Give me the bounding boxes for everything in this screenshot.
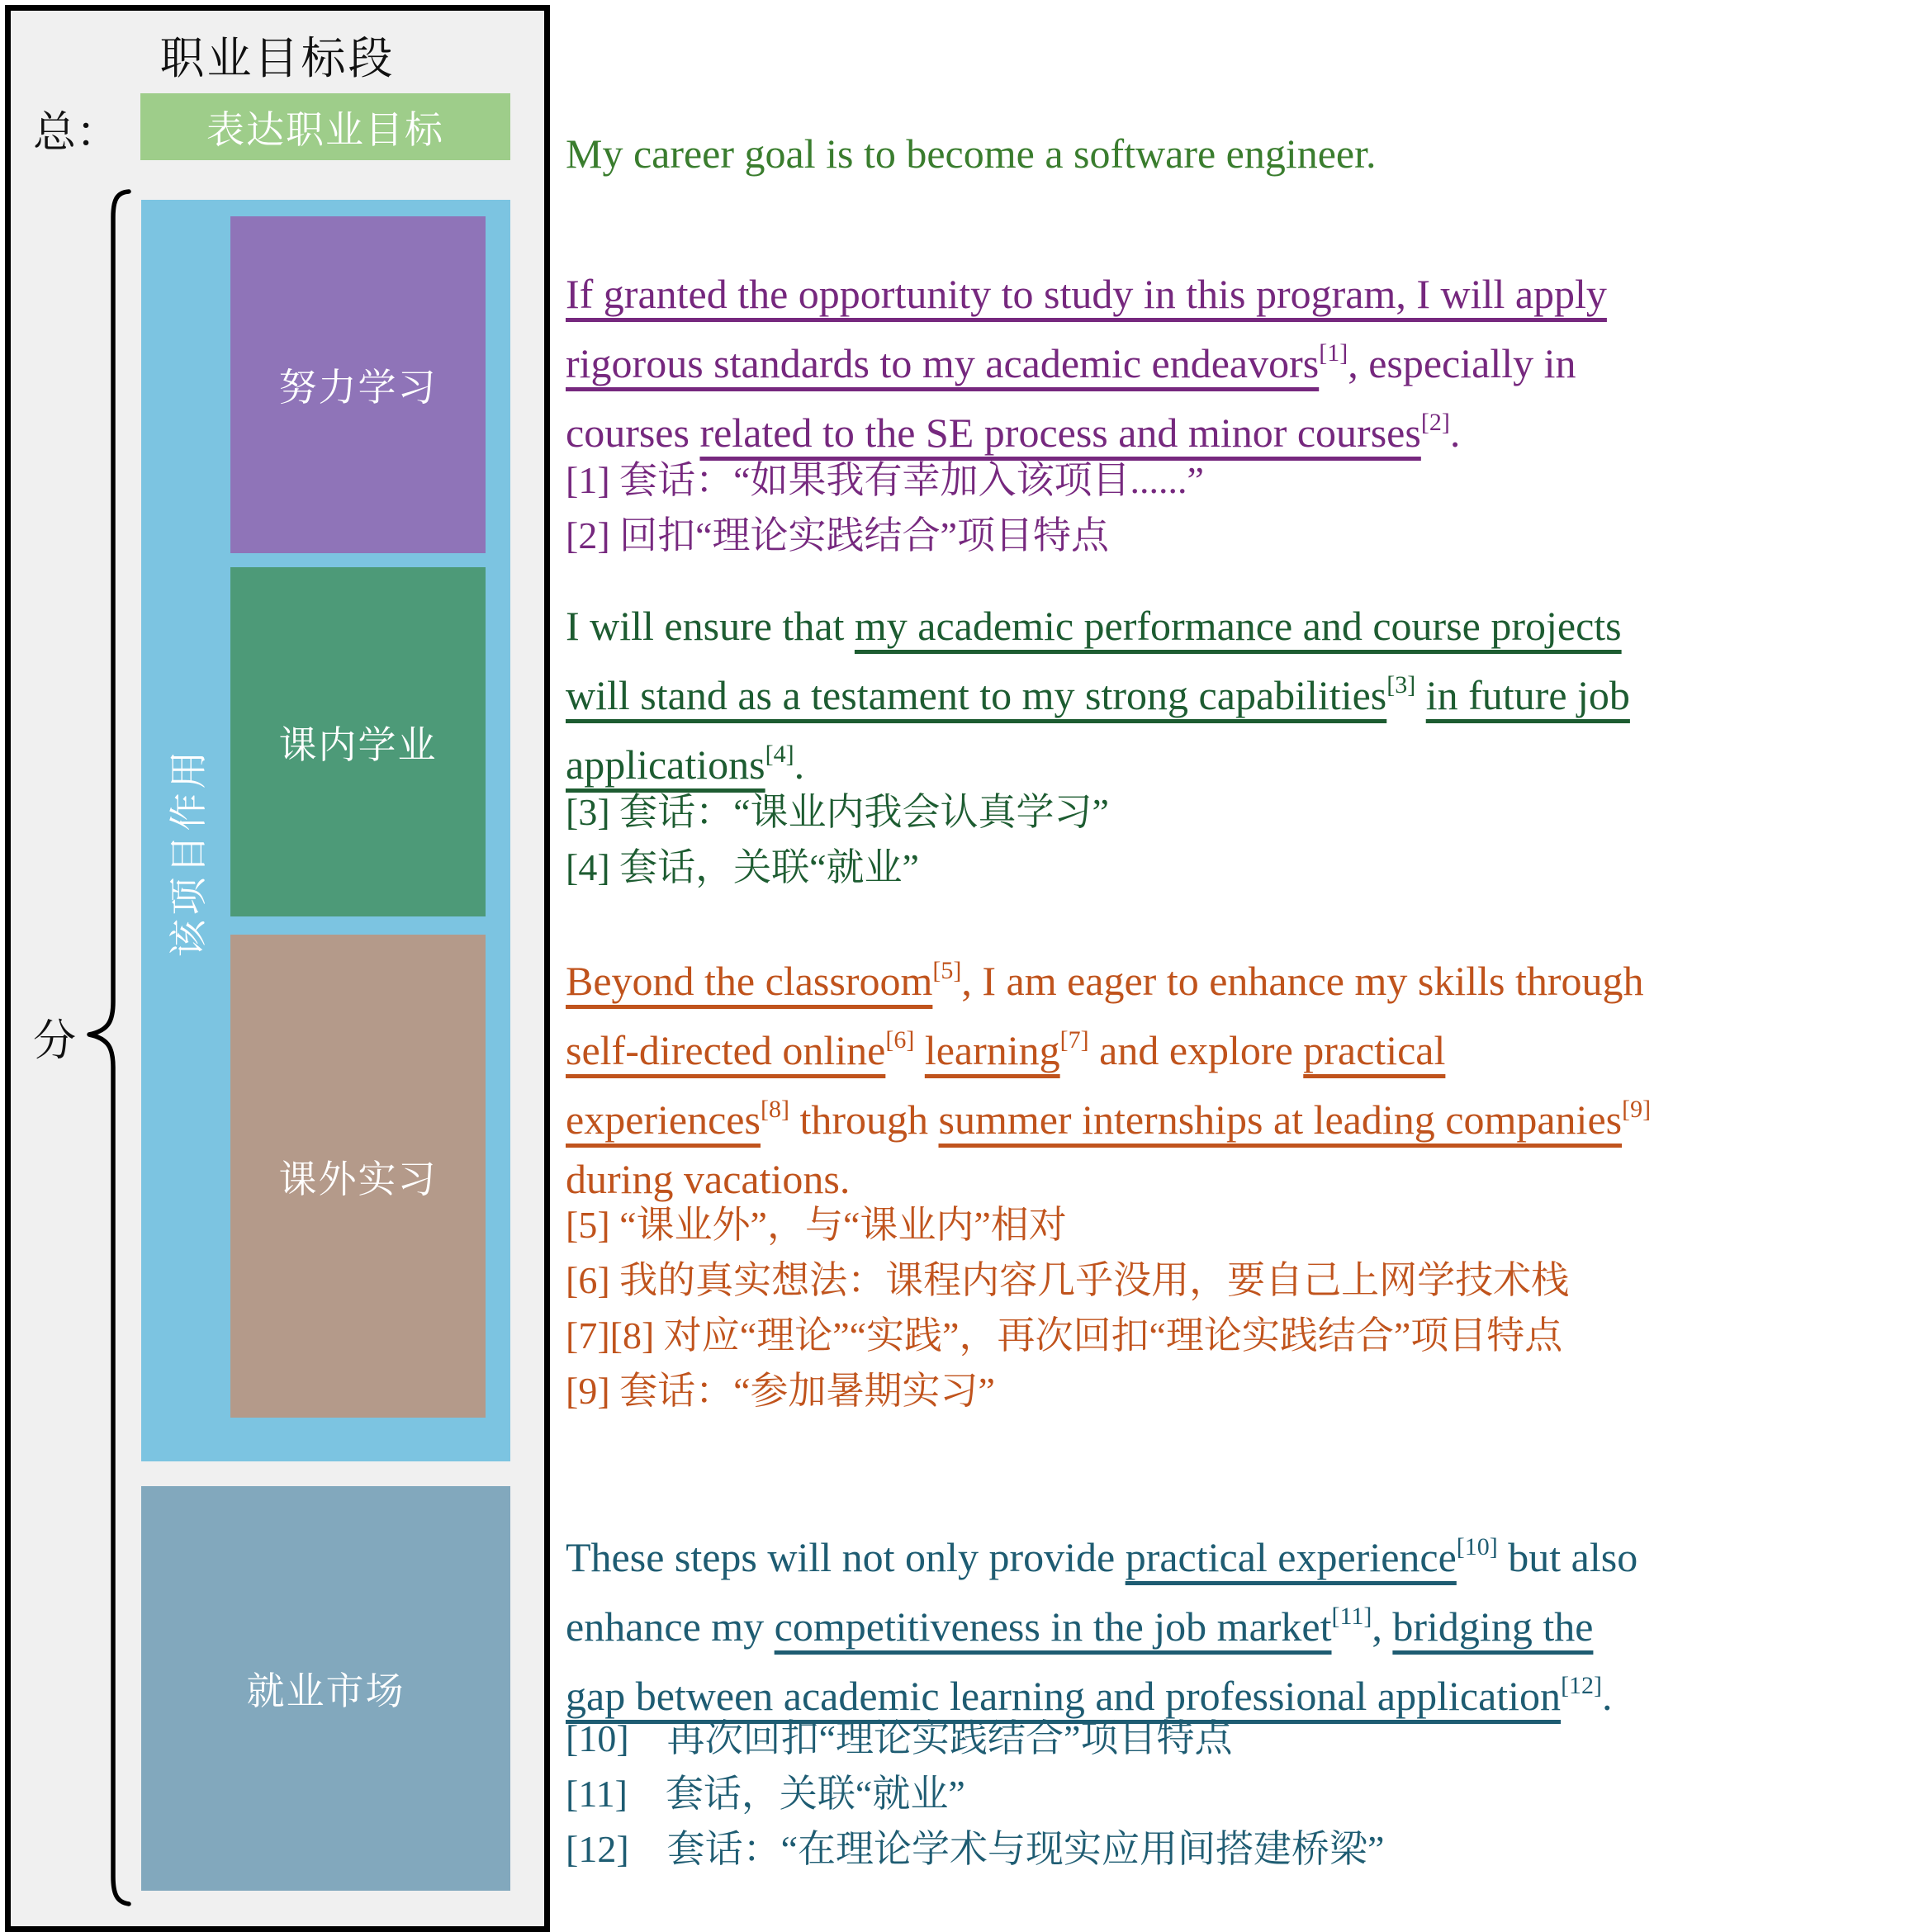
text-segment: during vacations. [566, 1156, 851, 1202]
footnote-line: [6] 我的真实想法：课程内容几乎没用，要自己上网学技术栈 [566, 1259, 1570, 1301]
underlined-phrase: applications [566, 741, 765, 788]
text-segment [914, 1027, 925, 1073]
box-job-market [141, 1486, 510, 1891]
text-segment: These steps will not only provide [566, 1534, 1126, 1580]
underlined-phrase: learning [924, 1027, 1060, 1073]
paragraph-beyond-classroom [566, 941, 1899, 1209]
underlined-phrase: related to the SE process and minor courses [699, 410, 1421, 456]
paragraph-career-goal [566, 124, 1899, 183]
footnote-marker: [4] [765, 741, 794, 768]
footnote-marker: [10] [1456, 1533, 1498, 1560]
footnote-marker: [7] [1059, 1026, 1089, 1054]
text-segment: , especially in [1348, 340, 1576, 386]
text-segment: . [794, 741, 805, 788]
underlined-phrase: gap between academic learning and professional application [566, 1673, 1562, 1719]
footnote-line: [7][8] 对应“理论”“实践”，再次回扣“理论实践结合”项目特点 [566, 1314, 1563, 1357]
box-extracurricular-internship-label: 课外实习 [278, 1157, 438, 1200]
overview-box [140, 93, 510, 160]
box-in-class-academics [230, 567, 486, 916]
underlined-phrase: If granted the opportunity to study in this program, I will apply [566, 271, 1607, 317]
text-segment: . [1602, 1673, 1613, 1719]
underlined-phrase: in future job [1425, 672, 1630, 718]
text-segment: but also [1497, 1534, 1638, 1580]
footnote-marker: [12] [1561, 1672, 1603, 1699]
text-segment [1415, 672, 1426, 718]
footnote-line: [12] 套话：“在理论学术与现实应用间搭建桥梁” [566, 1828, 1385, 1870]
footnotes-program-study [566, 452, 1899, 563]
box-study-hard-label: 努力学习 [278, 366, 438, 409]
fen-label: 分 [33, 1017, 77, 1065]
text-segment: I will ensure that [566, 603, 855, 649]
footnote-line: [9] 套话：“参加暑期实习” [566, 1370, 995, 1412]
footnote-line: [11] 套话，关联“就业” [566, 1773, 965, 1815]
box-extracurricular-internship [230, 935, 486, 1418]
footnote-marker: [1] [1319, 339, 1348, 367]
overview-box-label: 表达职业目标 [206, 107, 444, 151]
paragraph-academic-performance [566, 596, 1899, 794]
footnotes-job-market [566, 1711, 1899, 1877]
structure-panel [5, 5, 550, 1932]
text-segment: . [1449, 410, 1461, 456]
paragraph-program-study [566, 264, 1899, 462]
underlined-phrase: will stand as a testament to my strong capabilities [566, 672, 1387, 718]
paragraph-job-market [566, 1518, 1899, 1726]
footnote-marker: [9] [1622, 1096, 1652, 1123]
box-in-class-academics-label: 课内学业 [278, 722, 438, 766]
footnote-line: [1] 套话：“如果我有幸加入该项目......” [566, 459, 1204, 501]
program-role-container [141, 200, 510, 1461]
zong-label: 总： [33, 109, 120, 157]
underlined-phrase: bridging the [1392, 1603, 1594, 1650]
footnote-marker: [11] [1331, 1603, 1372, 1630]
program-role-vertical-label: 该项目作用 [167, 746, 210, 958]
text-segment: My career goal is to become a software engineer. [566, 130, 1377, 177]
brace-decoration [71, 188, 135, 1910]
footnote-marker: [8] [760, 1096, 789, 1123]
text-segment: through [789, 1096, 939, 1143]
underlined-phrase: self-directed online [566, 1027, 886, 1073]
text-segment: and explore [1088, 1027, 1304, 1073]
text-segment: , I am eager to enhance my skills through [961, 958, 1644, 1004]
underlined-phrase: Beyond the classroom [566, 958, 933, 1004]
text-segment: courses [566, 410, 700, 456]
footnote-line: [2] 回扣“理论实践结合”项目特点 [566, 514, 1109, 556]
text-segment: enhance my [566, 1603, 775, 1650]
footnotes-academic-performance [566, 784, 1899, 895]
footnote-marker: [5] [932, 957, 962, 984]
footnote-line: [5] “课业外”，与“课业内”相对 [566, 1204, 1067, 1246]
underlined-phrase: rigorous standards to my academic endeavors [566, 340, 1320, 386]
footnotes-beyond-classroom [566, 1197, 1899, 1418]
box-job-market-label: 就业市场 [246, 1669, 405, 1712]
footnote-line: [4] 套话，关联“就业” [566, 846, 919, 888]
underlined-phrase: my academic performance and course projects [854, 603, 1622, 649]
underlined-phrase: summer internships at leading companies [938, 1096, 1623, 1143]
footnote-line: [10] 再次回扣“理论实践结合”项目特点 [566, 1717, 1233, 1759]
footnote-marker: [6] [885, 1026, 915, 1054]
text-segment: , [1372, 1603, 1393, 1650]
footnote-marker: [3] [1386, 671, 1416, 698]
underlined-phrase: competitiveness in the job market [774, 1603, 1332, 1650]
footnote-line: [3] 套话：“课业内我会认真学习” [566, 791, 1109, 833]
panel-title: 职业目标段 [159, 34, 396, 83]
box-study-hard [230, 216, 486, 553]
footnote-marker: [2] [1420, 409, 1450, 436]
underlined-phrase: practical experience [1125, 1534, 1457, 1580]
underlined-phrase: practical [1303, 1027, 1446, 1073]
underlined-phrase: experiences [566, 1096, 761, 1143]
